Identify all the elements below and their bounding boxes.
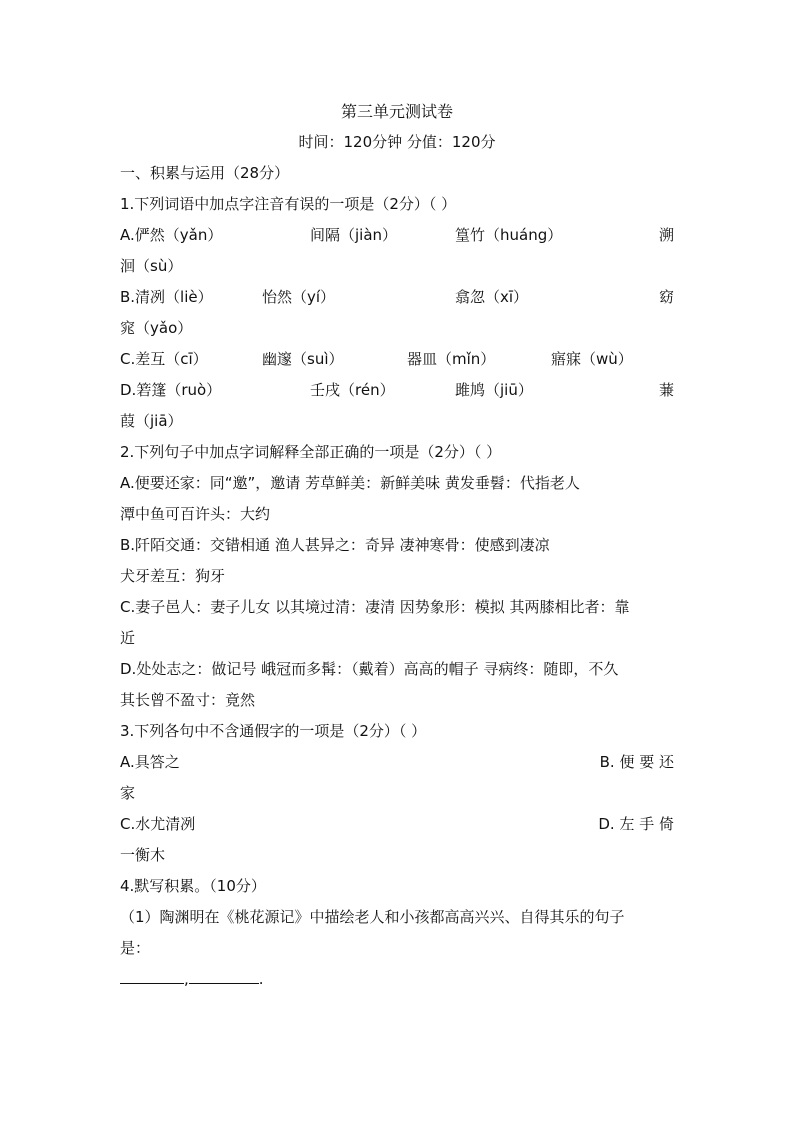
option-c-word-1: C.差互（cī） [120, 350, 208, 368]
question-2-line: 犬牙差互：狗牙 [120, 567, 226, 585]
question-1-option-c [120, 344, 674, 375]
question-2-line: 潭中鱼可百许头：大约 [120, 505, 271, 523]
blank-end: . [258, 970, 264, 988]
question-1-stem: 1.下列词语中加点字注音有误的一项是（2分）（ ） [120, 195, 457, 213]
page-title: 第三单元测试卷 [340, 102, 453, 121]
question-1-option-d [120, 375, 674, 406]
answer-blank-2[interactable] [189, 965, 259, 984]
question-2-line: C.妻子邑人：妻子儿女 以其境过清：凄清 因势象形：模拟 其两膝相比者：靠 [120, 598, 630, 616]
option-d-word-3: 雎鸠（jiū） [455, 381, 533, 399]
question-4-stem: 4.默写积累。（10分） [120, 877, 266, 895]
option-d-word-1: D.箬篷（ruò） [120, 381, 222, 399]
question-1-option-d-cont: 葭（jiā） [120, 412, 183, 430]
option-b-word-1: B.清冽（liè） [120, 288, 213, 306]
question-4-item-1: （1）陶渊明在《桃花源记》中描绘老人和小孩都高高兴兴、自得其乐的句子 [120, 908, 625, 926]
question-1-option-a-cont: 洄（sù） [120, 257, 183, 275]
question-3-options-ab [120, 747, 674, 778]
question-1-option-b [120, 282, 674, 313]
option-d-cont: 一衡木 [120, 846, 166, 864]
question-2-line: 其长曾不盈寸：竟然 [120, 691, 256, 709]
question-3-stem: 3.下列各句中不含通假字的一项是（2分）（ ） [120, 722, 427, 740]
option-d: D. 左 手 倚 [598, 815, 674, 833]
option-b-word-3: 翕忽（xī） [455, 288, 529, 306]
question-2-line: D.处处志之：做记号 峨冠而多髯：（戴着）高高的帽子 寻病终：随即，不久 [120, 660, 619, 678]
option-d-word-2: 壬戌（rén） [310, 381, 395, 399]
option-a: A.具答之 [120, 753, 180, 771]
question-2-line: B.阡陌交通：交错相通 渔人甚异之：奇异 凄神寒骨：使感到凄凉 [120, 536, 550, 554]
question-1-option-a [120, 220, 674, 251]
option-b-cont: 家 [120, 784, 136, 802]
option-a-word-3: 篁竹（huáng） [455, 226, 563, 244]
question-2-line: A.便要还家：同“邀”，邀请 芳草鲜美：新鲜美味 黄发垂髫：代指老人 [120, 474, 580, 492]
option-c-word-3: 器皿（mǐn） [407, 350, 496, 368]
option-c-word-2: 幽邃（suì） [262, 350, 344, 368]
option-b-word-2: 怡然（yí） [262, 288, 336, 306]
option-b-word-4: 窈 [658, 288, 674, 306]
exam-meta: 时间：120分钟 分值：120分 [298, 133, 496, 151]
section-heading: 一、积累与运用（28分） [120, 164, 290, 182]
option-a-word-2: 间隔（jiàn） [310, 226, 398, 244]
option-c: C.水尤清冽 [120, 815, 196, 833]
option-a-word-4: 溯 [658, 226, 674, 244]
question-2-stem: 2.下列句子中加点字词解释全部正确的一项是（2分）（ ） [120, 443, 502, 461]
question-3-options-cd [120, 809, 674, 840]
option-d-word-4: 蒹 [658, 381, 674, 399]
blank-separator: , [184, 970, 189, 988]
question-1-option-b-cont: 窕（yǎo） [120, 319, 193, 337]
answer-blank-1[interactable] [120, 965, 184, 984]
option-b: B. 便 要 还 [599, 753, 674, 771]
question-2-line: 近 [120, 629, 136, 647]
option-c-word-4: 寤寐（wù） [551, 350, 633, 368]
option-a-word-1: A.俨然（yǎn） [120, 226, 223, 244]
question-4-item-1-cont: 是： [120, 939, 151, 957]
exam-content [120, 96, 674, 995]
answer-line [120, 964, 674, 995]
